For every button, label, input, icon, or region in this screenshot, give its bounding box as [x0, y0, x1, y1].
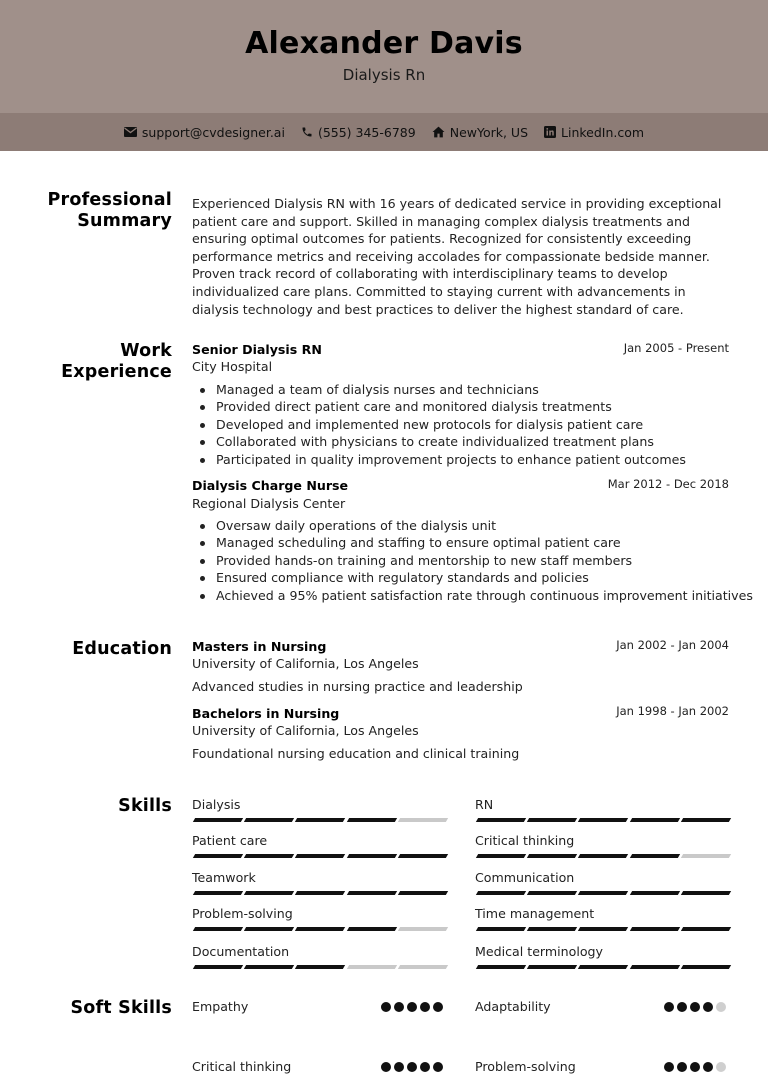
contact-phone[interactable] — [301, 125, 416, 140]
soft-skill-label: Adaptability — [475, 999, 551, 1014]
rating-dot — [407, 1062, 417, 1072]
skill-label: Communication — [475, 870, 575, 885]
soft-skill-label: Problem-solving — [475, 1059, 576, 1074]
rating-dot — [433, 1002, 443, 1012]
skill-bar-segment — [193, 818, 244, 822]
skill-bar-segment — [527, 891, 578, 895]
soft-skill-rating — [664, 1002, 726, 1012]
skill-bar-segment — [193, 927, 244, 931]
skill-bar-segment — [193, 965, 244, 969]
job-bullets — [192, 517, 753, 604]
skill-bar-segment — [681, 965, 732, 969]
skills-heading — [118, 796, 172, 817]
rating-dot — [703, 1002, 713, 1012]
job-title: Senior Dialysis RN — [192, 342, 322, 357]
education-heading — [72, 639, 172, 660]
bullet-item: Oversaw daily operations of the dialysis unit — [192, 517, 732, 534]
rating-dot — [407, 1002, 417, 1012]
rating-dot — [420, 1002, 430, 1012]
skill-bar-segment — [476, 854, 527, 858]
candidate-title: Dialysis Rn — [342, 66, 426, 84]
rating-dot — [690, 1062, 700, 1072]
soft-skills-heading-text: Soft Skills — [70, 998, 172, 1018]
bullet-item: Participated in quality improvement projects to enhance patient outcomes — [192, 451, 732, 468]
edu-degree: Bachelors in Nursing — [192, 706, 340, 721]
rating-dot — [420, 1062, 430, 1072]
summary-text: Experienced Dialysis RN with 16 years of dedicated service in providing exceptional patient care and support. Skilled in managing complex dialysis treatments and ensuring optimal outcomes for patients. Recognized for consistently exceeding performance metrics and receiving accolades for compassionate bedside manner. Proven track record of collaborating with interdisciplinary teams to develop individualized care plans. Committed to staying current with advancements in dialysis technology and best practices to deliver the highest standard of care. — [192, 196, 722, 317]
skill-label: Dialysis — [192, 797, 241, 812]
job-title: Dialysis Charge Nurse — [192, 478, 349, 493]
experience-heading-line1: Work — [120, 341, 172, 361]
skill-level-bar — [477, 854, 730, 858]
skill-label: Time management — [475, 906, 595, 921]
experience-heading-line2: Experience — [61, 362, 172, 382]
bullet-item: Provided hands-on training and mentorship to new staff members — [192, 552, 732, 569]
job-company: City Hospital — [192, 359, 273, 374]
candidate-name: Alexander Davis — [245, 26, 523, 61]
skill-bar-segment — [578, 818, 629, 822]
skill-bar-segment — [295, 818, 346, 822]
job-company: Regional Dialysis Center — [192, 496, 346, 511]
soft-skills-heading — [70, 998, 172, 1019]
skill-bar-segment — [527, 927, 578, 931]
rating-dot — [703, 1062, 713, 1072]
skill-label: RN — [475, 797, 494, 812]
skill-bar-segment — [578, 927, 629, 931]
skill-label: Critical thinking — [475, 833, 575, 848]
skill-label: Medical terminology — [475, 944, 603, 959]
rating-dot — [716, 1002, 726, 1012]
job-bullets — [192, 381, 732, 468]
skill-level-bar — [194, 965, 447, 969]
bullet-item: Provided direct patient care and monitored dialysis treatments — [192, 398, 732, 415]
skill-bar-segment — [244, 927, 295, 931]
rating-dot — [664, 1002, 674, 1012]
skill-bar-segment — [244, 965, 295, 969]
skill-bar-segment — [295, 927, 346, 931]
skill-bar-segment — [295, 891, 346, 895]
contact-phone-text: (555) 345-6789 — [317, 124, 416, 140]
rating-dot — [716, 1062, 726, 1072]
skill-bar-segment — [193, 891, 244, 895]
rating-dot — [433, 1062, 443, 1072]
skill-bar-segment — [398, 854, 449, 858]
skill-bar-segment — [244, 891, 295, 895]
job-dates: Mar 2012 - Dec 2018 — [607, 477, 729, 491]
skill-bar-segment — [476, 891, 527, 895]
skill-bar-segment — [398, 965, 449, 969]
edu-dates: Jan 2002 - Jan 2004 — [616, 638, 729, 652]
bullet-item: Ensured compliance with regulatory standards and policies — [192, 569, 732, 586]
soft-skill-rating — [381, 1062, 443, 1072]
skill-bar-segment — [398, 927, 449, 931]
skill-bar-segment — [244, 854, 295, 858]
skill-bar-segment — [398, 891, 449, 895]
skill-bar-segment — [629, 927, 680, 931]
skill-bar-segment — [244, 818, 295, 822]
rating-dot — [394, 1002, 404, 1012]
skill-level-bar — [477, 965, 730, 969]
soft-skill-rating — [664, 1062, 726, 1072]
skill-label: Patient care — [192, 833, 268, 848]
edu-school: University of California, Los Angeles — [192, 723, 419, 738]
bullet-item: Managed a team of dialysis nurses and technicians — [192, 381, 732, 398]
phone-icon — [301, 126, 313, 138]
skill-bar-segment — [578, 891, 629, 895]
skill-bar-segment — [346, 927, 397, 931]
skill-bar-segment — [193, 854, 244, 858]
skill-level-bar — [194, 854, 447, 858]
rating-dot — [394, 1062, 404, 1072]
rating-dot — [677, 1062, 687, 1072]
education-heading-text: Education — [72, 639, 172, 659]
contact-linkedin-text: LinkedIn.com — [561, 124, 645, 140]
skill-label: Teamwork — [192, 870, 256, 885]
rating-dot — [664, 1062, 674, 1072]
skill-bar-segment — [629, 854, 680, 858]
skill-bar-segment — [681, 854, 732, 858]
skill-bar-segment — [476, 818, 527, 822]
skill-level-bar — [194, 818, 447, 822]
skill-bar-segment — [295, 854, 346, 858]
edu-dates: Jan 1998 - Jan 2002 — [616, 704, 729, 718]
skills-heading-text: Skills — [118, 796, 172, 816]
skill-bar-segment — [527, 965, 578, 969]
job-dates: Jan 2005 - Present — [623, 341, 729, 355]
skill-bar-segment — [476, 927, 527, 931]
contact-location-text: NewYork, US — [449, 124, 529, 140]
skill-bar-segment — [578, 965, 629, 969]
summary-heading — [48, 190, 172, 232]
contact-email-text: support@cvdesigner.ai — [141, 124, 285, 140]
rating-dot — [690, 1002, 700, 1012]
skill-bar-segment — [346, 854, 397, 858]
contact-bar — [0, 113, 768, 151]
skill-level-bar — [477, 927, 730, 931]
rating-dot — [381, 1002, 391, 1012]
linkedin-icon — [544, 126, 556, 138]
edu-school: University of California, Los Angeles — [192, 656, 419, 671]
edu-description: Advanced studies in nursing practice and leadership — [192, 679, 523, 694]
skill-label: Documentation — [192, 944, 290, 959]
skill-bar-segment — [346, 965, 397, 969]
bullet-item: Developed and implemented new protocols for dialysis patient care — [192, 416, 732, 433]
contact-email[interactable] — [124, 125, 285, 140]
skill-bar-segment — [681, 818, 732, 822]
rating-dot — [381, 1062, 391, 1072]
skill-bar-segment — [527, 818, 578, 822]
soft-skill-label: Critical thinking — [192, 1059, 292, 1074]
skill-bar-segment — [527, 854, 578, 858]
bullet-item: Achieved a 95% patient satisfaction rate through continuous improvement initiatives — [192, 587, 732, 604]
skill-bar-segment — [346, 891, 397, 895]
skill-bar-segment — [681, 891, 732, 895]
contact-linkedin[interactable] — [544, 125, 644, 140]
contact-location — [432, 125, 528, 140]
skill-bar-segment — [629, 965, 680, 969]
bullet-item: Collaborated with physicians to create individualized treatment plans — [192, 433, 732, 450]
envelope-icon — [124, 127, 137, 137]
skill-bar-segment — [476, 965, 527, 969]
summary-heading-line2: Summary — [77, 211, 172, 231]
skill-level-bar — [194, 927, 447, 931]
edu-description: Foundational nursing education and clinical training — [192, 746, 520, 761]
skill-label: Problem-solving — [192, 906, 293, 921]
rating-dot — [677, 1002, 687, 1012]
skill-bar-segment — [346, 818, 397, 822]
summary-heading-line1: Professional — [47, 190, 172, 210]
skill-bar-segment — [295, 965, 346, 969]
skill-level-bar — [194, 891, 447, 895]
skill-bar-segment — [398, 818, 449, 822]
skill-bar-segment — [629, 891, 680, 895]
skill-level-bar — [477, 818, 730, 822]
skill-bar-segment — [681, 927, 732, 931]
experience-heading — [61, 341, 172, 383]
skill-level-bar — [477, 891, 730, 895]
bullet-item: Managed scheduling and staffing to ensure optimal patient care — [192, 534, 732, 551]
soft-skill-label: Empathy — [192, 999, 249, 1014]
skill-bar-segment — [578, 854, 629, 858]
home-icon — [432, 126, 445, 138]
soft-skill-rating — [381, 1002, 443, 1012]
edu-degree: Masters in Nursing — [192, 639, 327, 654]
skill-bar-segment — [629, 818, 680, 822]
